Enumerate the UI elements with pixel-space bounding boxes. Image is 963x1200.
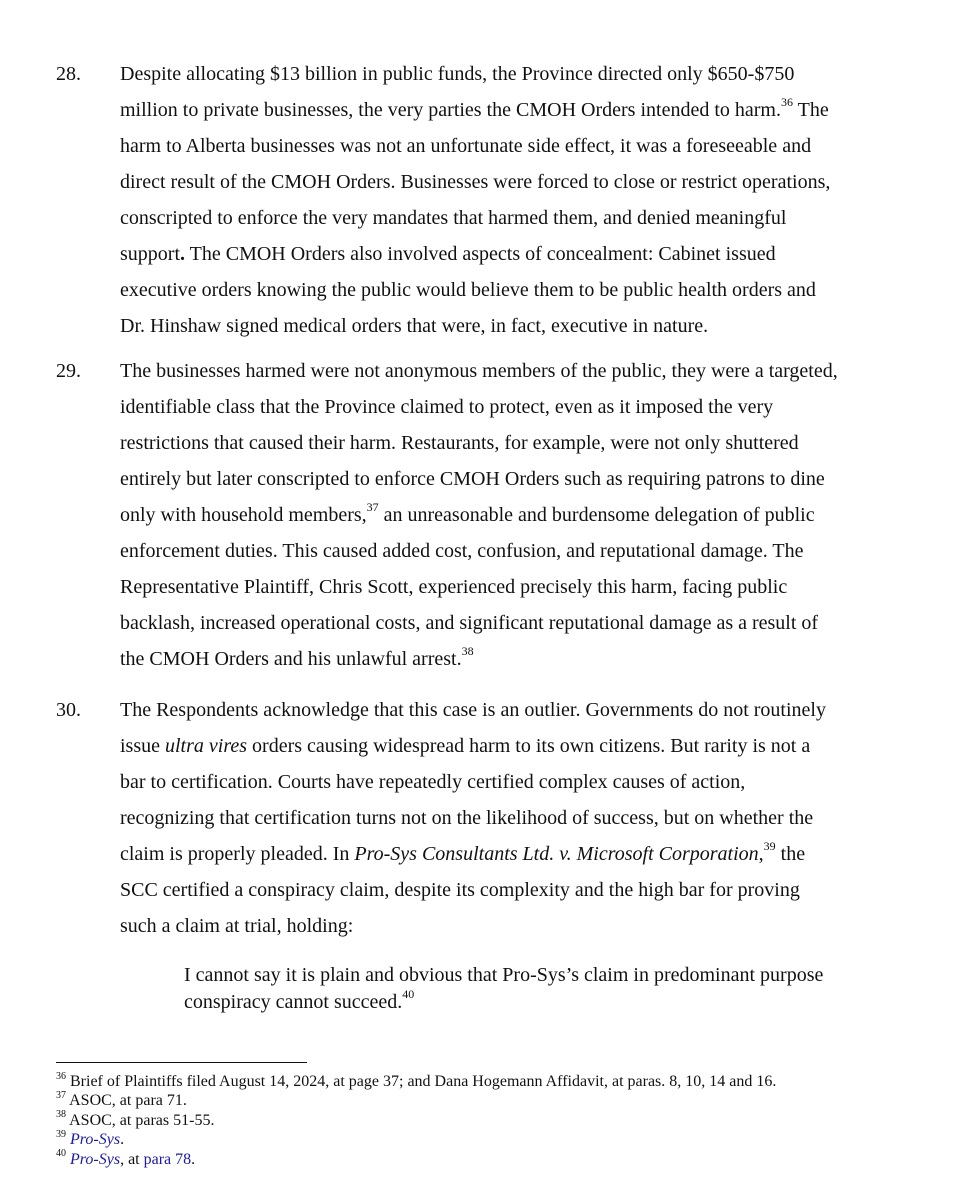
paragraph-number: 30.: [56, 699, 81, 721]
footnote-38: $^{38}$ ASOC, at paras 51-55.: [56, 1109, 215, 1129]
text-line: SCC certified a conspiracy claim, despite its complexity and the high bar for proving: [120, 879, 800, 901]
text-line: recognizing that certification turns not on the likelihood of success, but on whether the: [120, 807, 814, 829]
case-link[interactable]: Pro-Sys: [70, 1131, 121, 1149]
text-line: support. The CMOH Orders also involved aspects of concealment: Cabinet issued: [120, 243, 776, 265]
text-line: enforcement duties. This caused added cost, confusion, and reputational damage. The: [120, 540, 804, 562]
paragraph-number: 28.: [56, 63, 81, 85]
footnote-ref-38[interactable]: 38: [461, 644, 474, 659]
text-line: restrictions that caused their harm. Restaurants, for example, were not only shuttered: [120, 432, 799, 454]
text-line: claim is properly pleaded. In Pro-Sys Consultants Ltd. v. Microsoft Corporation,$^{39}$ the: [120, 839, 806, 865]
text-line: backlash, increased operational costs, and significant reputational damage as a result of: [120, 612, 819, 634]
quote-line: conspiracy cannot succeed.$^{40}$: [184, 987, 415, 1013]
text-line: direct result of the CMOH Orders. Businesses were forced to close or restrict operations,: [120, 171, 831, 193]
text-line: Dr. Hinshaw signed medical orders that were, in fact, executive in nature.: [120, 315, 709, 337]
footnote-ref-37[interactable]: 37: [366, 500, 379, 515]
text-line: harm to Alberta businesses was not an unfortunate side effect, it was a foreseeable and: [120, 135, 812, 157]
case-name: Pro-Sys Consultants Ltd. v. Microsoft Corporation: [354, 843, 759, 865]
text-line: Representative Plaintiff, Chris Scott, experienced precisely this harm, facing public: [120, 576, 788, 598]
text-line: issue ultra vires orders causing widespread harm to its own citizens. But rarity is not a: [120, 735, 811, 757]
footnote-separator: [56, 1062, 307, 1063]
italic-term: ultra vires: [165, 735, 248, 757]
paragraph-text: [120, 353, 920, 677]
paragraph-text: [120, 56, 920, 344]
text-line: the CMOH Orders and his unlawful arrest.$^{38}$: [120, 644, 474, 670]
text-line: The businesses harmed were not anonymous members of the public, they were a targeted,: [120, 360, 838, 382]
text-line: entirely but later conscripted to enforce CMOH Orders such as requiring patrons to dine: [120, 468, 825, 490]
footnote-37: $^{37}$ ASOC, at para 71.: [56, 1090, 187, 1110]
block-quote: [184, 962, 904, 1016]
footnote-36: $^{36}$ Brief of Plaintiffs filed August 14, 2024, at page 37; and Dana Hogemann Affidavit, at paras. 8, 10, 14 and 16.: [56, 1070, 777, 1090]
footnote-40: $^{40}$ Pro-Sys, at para 78.: [56, 1148, 196, 1168]
text-line: identifiable class that the Province claimed to protect, even as it imposed the very: [120, 396, 774, 418]
footnotes: [56, 1072, 936, 1169]
text-line: bar to certification. Courts have repeatedly certified complex causes of action,: [120, 771, 746, 793]
text-line: only with household members,$^{37}$ an unreasonable and burdensome delegation of public: [120, 500, 815, 526]
text-line: million to private businesses, the very parties the CMOH Orders intended to harm.$^{36}$ The: [120, 95, 829, 121]
footnote-ref-36[interactable]: 36: [780, 95, 793, 110]
footnote-ref-40[interactable]: 40: [402, 987, 415, 1002]
quote-line: I cannot say it is plain and obvious that Pro-Sys’s claim in predominant purpose: [184, 964, 824, 986]
paragraph-text: [120, 692, 920, 944]
footnote-39: $^{39}$ Pro-Sys.: [56, 1128, 125, 1149]
para-link[interactable]: para 78: [143, 1150, 192, 1168]
text-line: conscripted to enforce the very mandates that harmed them, and denied meaningful: [120, 207, 787, 229]
paragraph-number: 29.: [56, 360, 81, 382]
text-line: such a claim at trial, holding:: [120, 915, 354, 937]
text-line: executive orders knowing the public would believe them to be public health orders and: [120, 279, 816, 301]
text-line: Despite allocating $13 billion in public funds, the Province directed only $650-$750: [120, 63, 795, 85]
text-line: The Respondents acknowledge that this case is an outlier. Governments do not routinely: [120, 699, 826, 721]
footnote-ref-39[interactable]: 39: [763, 839, 776, 854]
case-link[interactable]: Pro-Sys: [70, 1150, 121, 1168]
